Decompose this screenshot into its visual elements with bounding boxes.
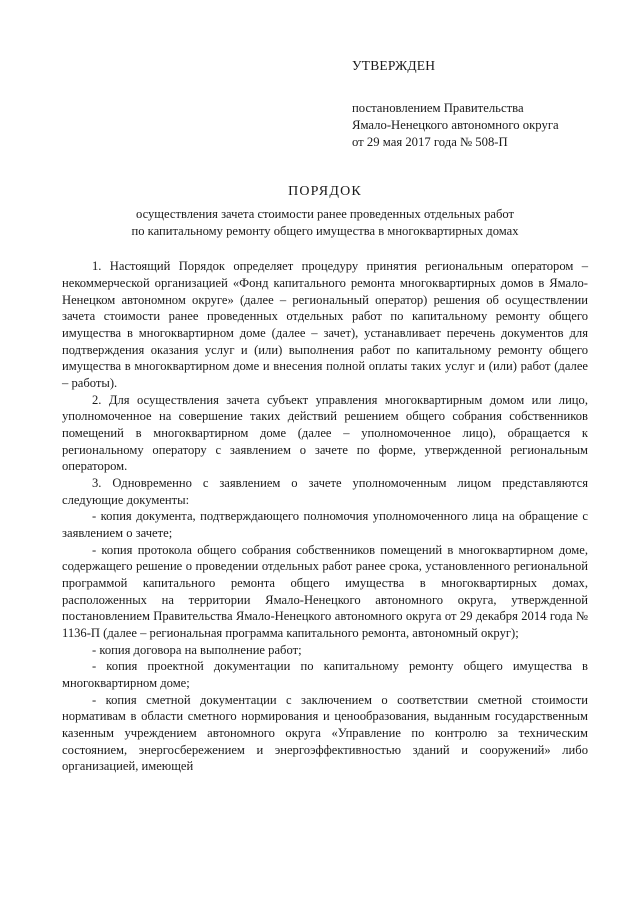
document-body <box>62 258 588 775</box>
approval-line-3: от 29 мая 2017 года № 508-П <box>352 134 508 149</box>
paragraph-5: - копия протокола общего собрания собственников помещений в многоквартирном доме, содержащего решение о проведении отдельных работ ранее срока, установленного региональной программой капитального ремонта общего имущества в многоквартирных домах, расположенных на территории Ямало-Ненецкого автономного округа, утвержденной постановлением Правительства Ямало-Ненецкого автономного округа от 29 декабря 2014 года № 1136-П (далее – региональная программа капитального ремонта, автономный округ); <box>62 542 588 641</box>
approval-line-2: Ямало-Ненецкого автономного округа <box>352 117 559 132</box>
page-subtitle-line-1: осуществления зачета стоимости ранее проведенных отдельных работ <box>135 207 515 222</box>
approval-block <box>352 58 612 150</box>
page-title: ПОРЯДОК <box>288 184 362 200</box>
paragraph-1: 1. Настоящий Порядок определяет процедуру принятия региональным оператором – некоммерческой организацией «Фонд капитального ремонта многоквартирных домов в Ямало-Ненецком автономном округе» (далее – региональный оператор) решения об осуществлении зачета стоимости ранее проведенных отдельных работ по капитальному ремонту общего имущества в многоквартирном доме (далее – зачет), устанавливает перечень документов для подтверждения оказания услуг и (или) выполнения работ по капитальному ремонту общего имущества в многоквартирном доме и внесения полной оплаты таких услуг и (или) работ (далее – работы). <box>62 259 588 390</box>
paragraph-6: - копия договора на выполнение работ; <box>92 642 302 657</box>
paragraph-3: 3. Одновременно с заявлением о зачете уполномоченным лицом представляются следующие документы: <box>62 476 588 507</box>
paragraph-8: - копия сметной документации с заключением о соответствии сметной стоимости нормативам в области сметного нормирования и ценообразования, выданным государственным казенным учреждением автономного округа «Управление по контролю за техническим состоянием, энергосбережением и энергоэффективностью зданий и сооружений» либо организацией, имеющей <box>62 692 588 774</box>
approval-heading: УТВЕРЖДЕН <box>352 58 436 73</box>
page-subtitle-line-2: по капитальному ремонту общего имущества в многоквартирных домах <box>131 224 519 239</box>
approval-line-1: постановлением Правительства <box>352 101 524 115</box>
paragraph-2: 2. Для осуществления зачета субъект управления многоквартирным домом или лицо, уполномоченное на совершение таких действий решением общего собрания собственников помещений в многоквартирном доме (далее – уполномоченное лицо), обращается к региональному оператору с заявлением о зачете по форме, утвержденной региональным оператором. <box>62 392 588 474</box>
paragraph-4: - копия документа, подтверждающего полномочия уполномоченного лица на обращение с заявлением о зачете; <box>62 509 588 541</box>
paragraph-7: - копия проектной документации по капитальному ремонту общего имущества в многоквартирном доме; <box>62 659 588 691</box>
